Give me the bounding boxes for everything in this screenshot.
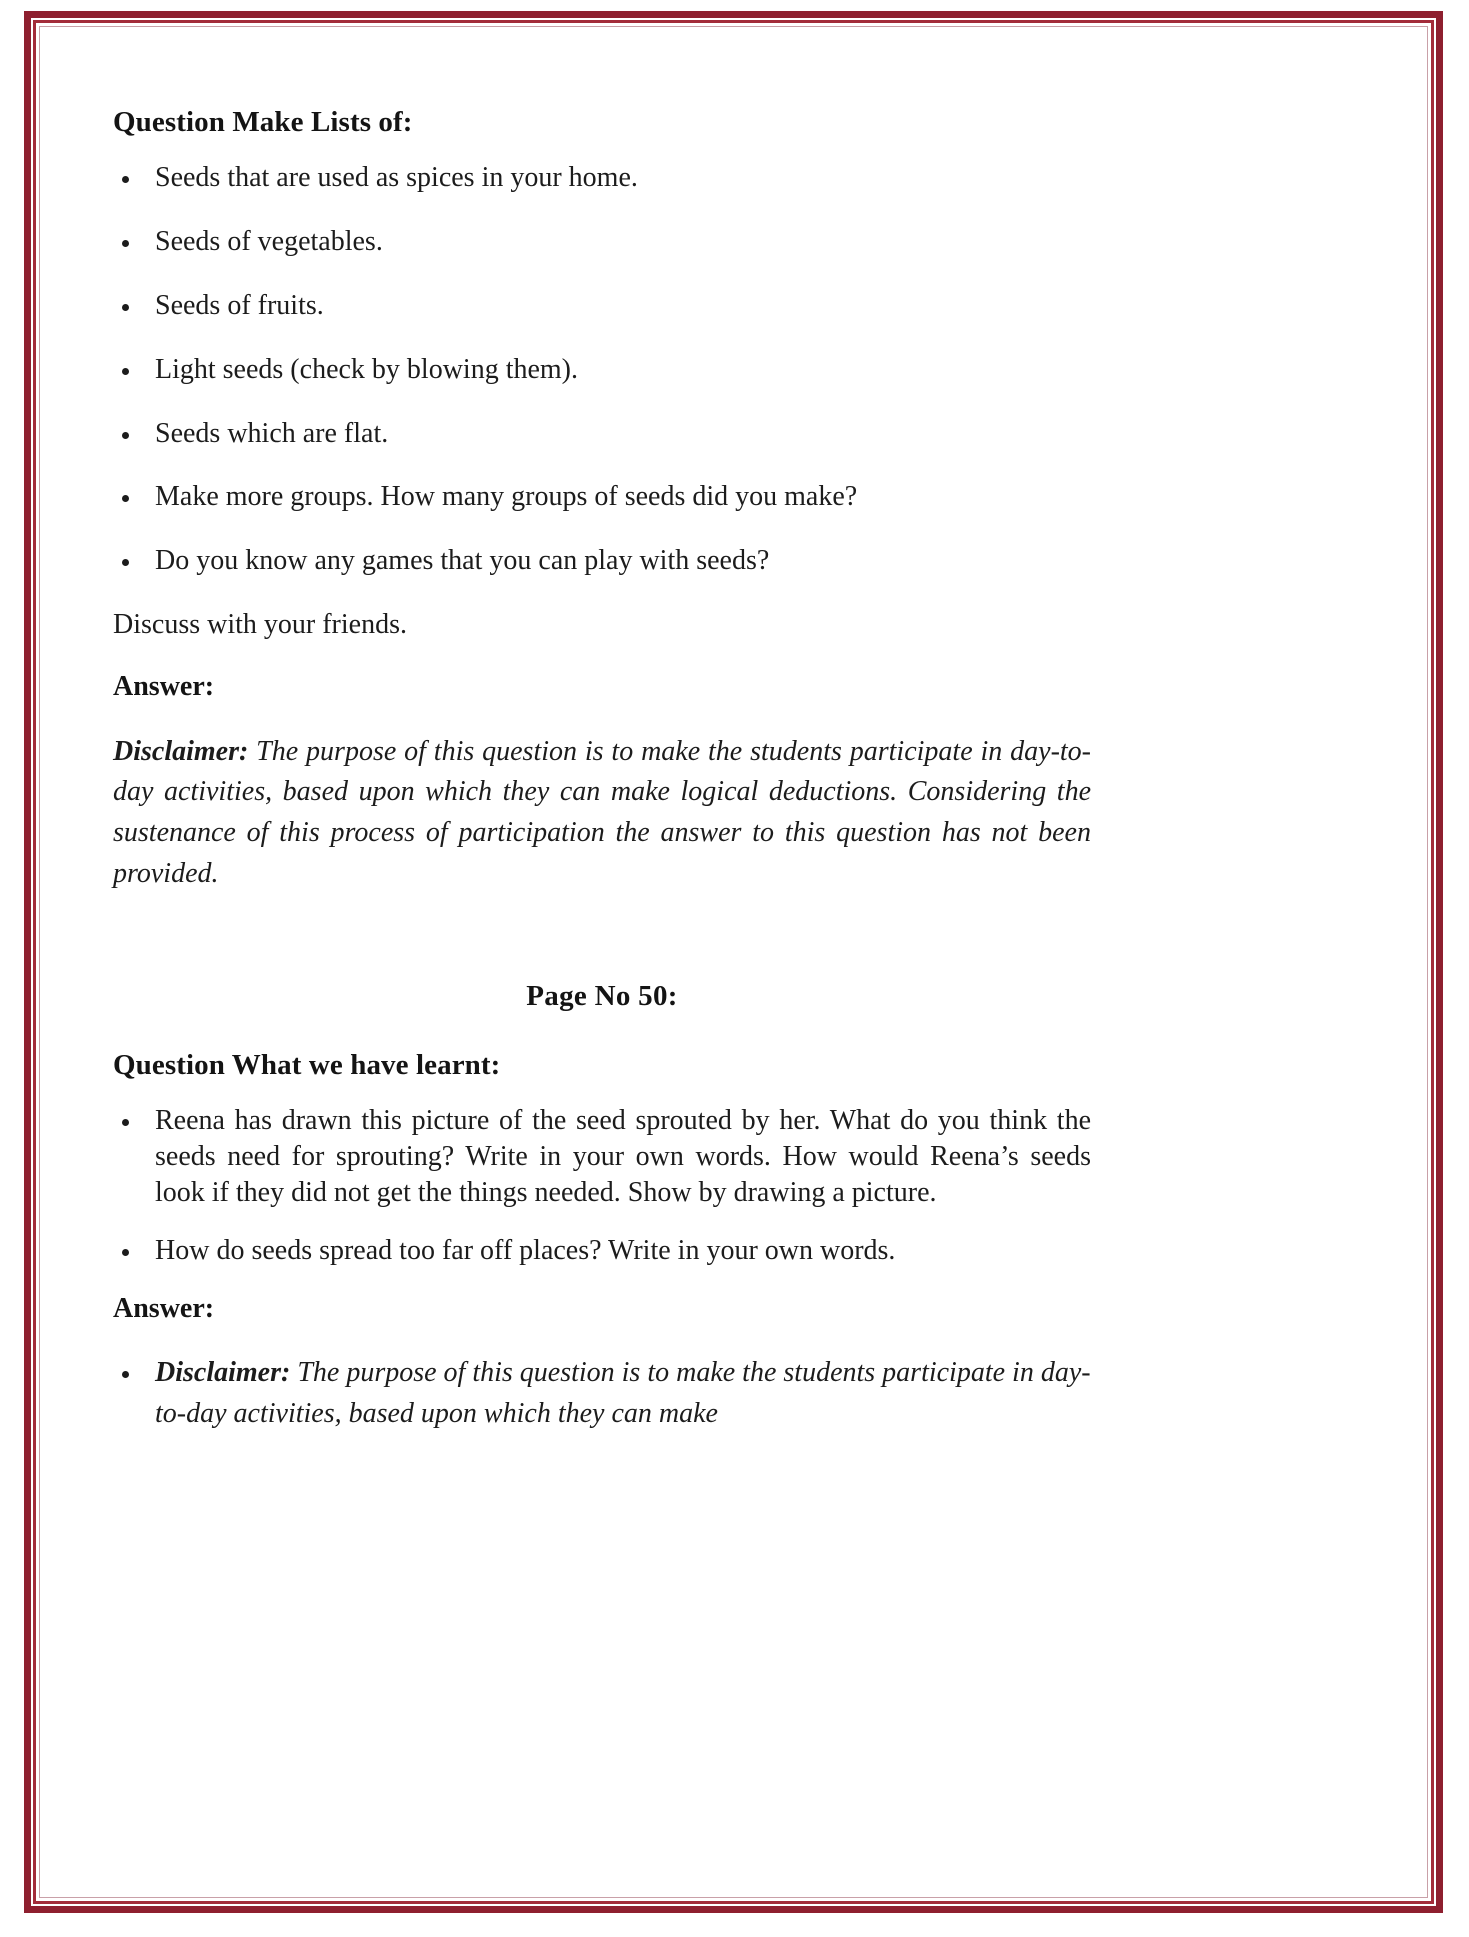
list-item: Reena has drawn this picture of the seed sprouted by her. What do you think the seeds need for sprouting? Write in your own words. How would Reena’s seeds look if they did not get the things needed. Show by drawing a picture.: [113, 1103, 1091, 1210]
list-item: Seeds that are used as spices in your home.: [113, 160, 1091, 196]
question-heading-make-lists: Question Make Lists of:: [113, 106, 413, 138]
list-item: [113, 1353, 1091, 1434]
document-content: [113, 104, 1091, 1434]
list-item: Seeds of fruits.: [113, 288, 1091, 324]
make-lists-bullet-list: [113, 160, 1091, 579]
list-item: Seeds of vegetables.: [113, 224, 1091, 260]
list-item: Light seeds (check by blowing them).: [113, 352, 1091, 388]
disclaimer-label: Disclaimer:: [113, 735, 249, 767]
disclaimer-bullet-list: [113, 1353, 1091, 1434]
disclaimer-body: The purpose of this question is to make the students participate in day-to-day activities, based upon which they can make logical deductions. Considering the sustenance of this process of participation the answer to this question has not been provided.: [113, 735, 1091, 889]
what-we-have-learnt-bullet-list: [113, 1103, 1091, 1268]
answer-label-two: Answer:: [113, 1292, 215, 1324]
page-number-heading: Page No 50:: [526, 980, 678, 1013]
list-item: Seeds which are flat.: [113, 416, 1091, 452]
discuss-with-friends-line: Discuss with your friends.: [113, 609, 407, 641]
disclaimer-paragraph-two: [155, 1357, 1091, 1429]
disclaimer-label: Disclaimer:: [155, 1357, 291, 1389]
disclaimer-paragraph-one: [113, 732, 1091, 894]
list-item: Do you know any games that you can play with seeds?: [113, 543, 1091, 579]
answer-label-one: Answer:: [113, 671, 215, 703]
disclaimer-body: The purpose of this question is to make the students participate in day-to-day activities, based upon which they can make: [155, 1357, 1091, 1429]
list-item: Make more groups. How many groups of seeds did you make?: [113, 479, 1091, 515]
question-heading-what-we-have-learnt: Question What we have learnt:: [113, 1049, 501, 1082]
list-item: How do seeds spread too far off places? Write in your own words.: [113, 1233, 1091, 1269]
